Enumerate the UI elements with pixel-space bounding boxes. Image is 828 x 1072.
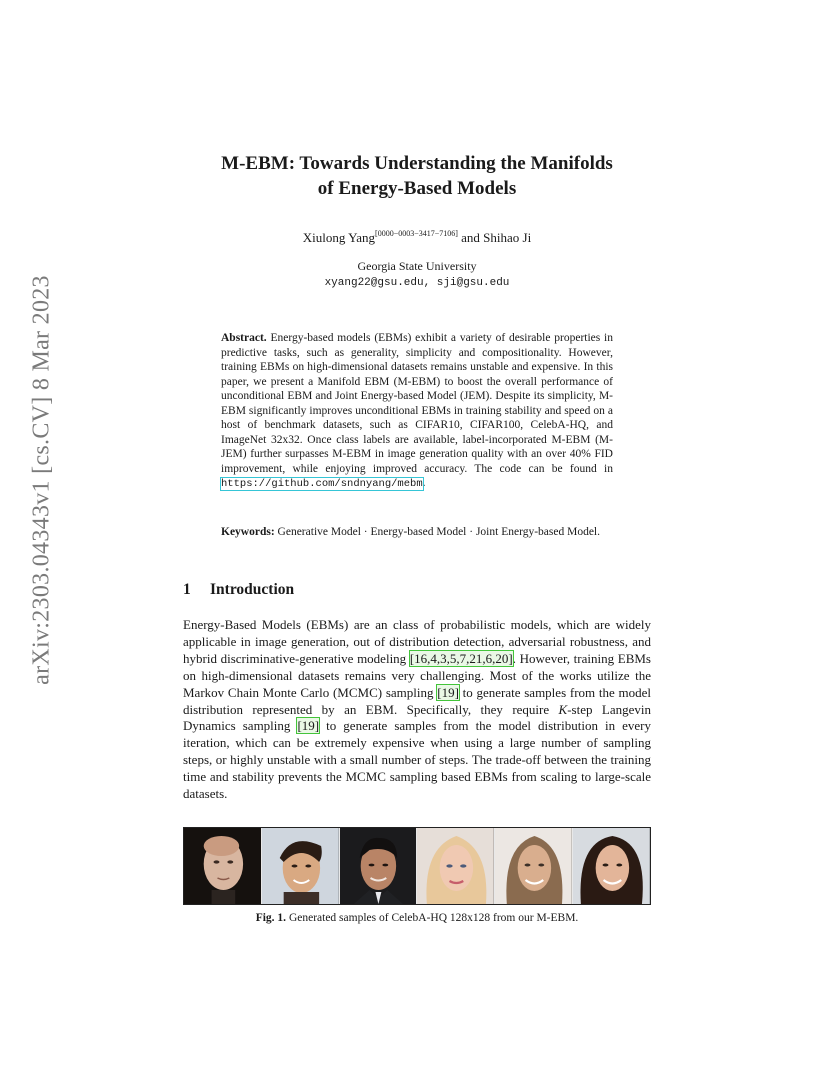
abstract-label: Abstract. (221, 332, 267, 344)
section-title: Introduction (210, 581, 295, 598)
generated-face-5 (495, 828, 573, 904)
paper-title (150, 151, 684, 201)
citation-link-2[interactable]: [19] (437, 684, 459, 700)
abstract (221, 331, 613, 492)
intro-text-4: -step Langevin Dynamics sampling (183, 701, 651, 734)
intro-text-5: to generate samples from the model distribution in every iteration, which can be extremely expensive when using a large number of sampling steps, or highly unstable with a small number of steps. The trade-off between the training time and stability prevents the MCMC sampling based EBMs from scaling to large-scale datasets. (183, 718, 651, 802)
title-line-1: M-EBM: Towards Understanding the Manifolds (221, 153, 613, 174)
author-list (150, 229, 684, 246)
intro-text-3: to generate samples from the model distribution represented by an EBM. Specifically, they require (183, 684, 651, 717)
math-k: K (558, 701, 568, 717)
affiliation-block (150, 258, 684, 292)
section-number: 1 (183, 581, 191, 598)
abstract-text: Energy-based models (EBMs) exhibit a variety of desirable properties in predictive tasks, such as generality, simplicity and compositionality. However, training EBMs on high-dimensional datasets remains unstable and expensive. In this paper, we present a Manifold EBM (M-EBM) to boost the overall performance of unconditional EBM and Joint Energy-based Model (JEM). Despite its simplicity, M-EBM significantly improves unconditional EBMs in training stability and speed on a host of benchmark datasets, such as CIFAR10, CIFAR100, CelebA-HQ, and ImageNet 32x32. Once class labels are available, label-incorporated M-EBM (M-JEM) further surpasses M-EBM in image generation quality with an over 40% FID improvement, while enjoying improved accuracy. The code can be found in (221, 332, 613, 475)
intro-text-1: Energy-Based Models (EBMs) are an class of probabilistic models, which are widely applicable in image generation, out of distribution detection, adversarial robustness, and hybrid discriminative-generative modeling (183, 617, 651, 666)
intro-text-2: . However, training EBMs on high-dimensional datasets remains very challenging. Most of the works utilize the Markov Chain Monte Carlo (MCMC) sampling (183, 650, 651, 700)
arxiv-identifier[interactable]: arXiv:2303.04343v1 [cs.CV] 8 Mar 2023 (28, 275, 55, 685)
figure-1-caption (183, 912, 651, 924)
section-heading-introduction (183, 581, 294, 599)
author-emails[interactable]: xyang22@gsu.edu, sji@gsu.edu (324, 277, 510, 289)
author-name-1: Xiulong Yang (302, 230, 376, 245)
keywords (221, 525, 613, 540)
citation-link-1[interactable]: [16,4,3,5,7,21,6,20] (409, 650, 513, 666)
code-link[interactable]: https://github.com/sndnyang/mebm (221, 478, 423, 490)
figure-caption-text: Generated samples of CelebA-HQ 128x128 from our M-EBM. (286, 912, 579, 924)
author-name-rest: and Shihao Ji (457, 230, 532, 245)
generated-face-4 (417, 828, 495, 904)
introduction-paragraph (183, 617, 651, 803)
figure-1-samples (183, 827, 651, 905)
generated-face-2 (262, 828, 340, 904)
title-line-2: of Energy-Based Models (317, 178, 517, 199)
figure-label: Fig. 1. (255, 912, 287, 924)
generated-face-3 (340, 828, 418, 904)
keywords-text: Generative Model · Energy-based Model · Joint Energy-based Model. (274, 526, 600, 538)
abstract-end: . (422, 477, 426, 489)
generated-face-1 (184, 828, 262, 904)
affiliation-name: Georgia State University (357, 259, 477, 273)
orcid-superscript[interactable]: [0000−0003−3417−7106] (375, 229, 458, 238)
citation-link-3[interactable]: [19] (297, 718, 320, 734)
keywords-label: Keywords: (221, 526, 275, 538)
generated-face-6 (573, 828, 650, 904)
